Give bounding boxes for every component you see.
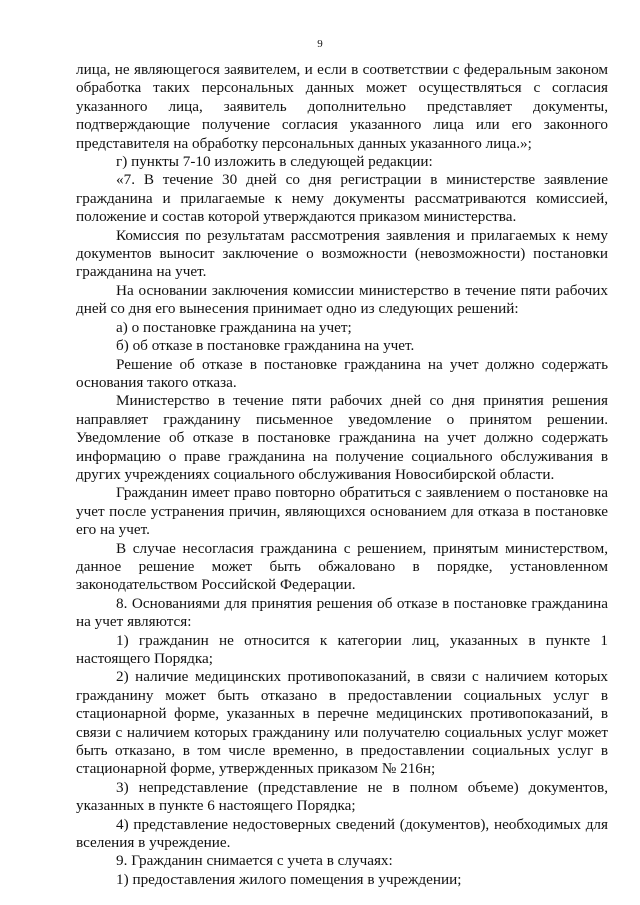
paragraph: Гражданин имеет право повторно обратиться с заявлением о постановке на учет после устранения причин, являющихся основанием для отказа в постановке его на учет. (76, 484, 608, 539)
paragraph: 9. Гражданин снимается с учета в случаях: (116, 852, 393, 870)
paragraph: На основании заключения комиссии министерство в течение пяти рабочих дней со дня его вынесения принимает одно из следующих решений: (76, 281, 608, 318)
document-body (76, 61, 608, 889)
paragraph: 3) непредставление (представление не в полном объеме) документов, указанных в пункте 6 настоящего Порядка; (76, 778, 608, 815)
paragraph: 8. Основаниями для принятия решения об отказе в постановке гражданина на учет являются: (76, 594, 608, 631)
paragraph: В случае несогласия гражданина с решением, принятым министерством, данное решение может быть обжаловано в порядке, установленном законодательством Российской Федерации. (76, 539, 608, 594)
paragraph: 2) наличие медицинских противопоказаний, в связи с наличием которых гражданину может быть отказано в предоставлении социальных услуг в стационарной форме, указанных в перечне медицинских противопоказаний, в связи с наличием которых гражданину или получателю социальных услуг может быть отказано, в том числе временно, в предоставлении социальных услуг в стационарной форме, утвержденных приказом № 216н; (76, 668, 608, 778)
paragraph: лица, не являющегося заявителем, и если в соответствии с федеральным законом обработка таких персональных данных может осуществляться с согласия указанного лица, заявитель дополнительно представляет документы, подтверждающие получение согласия указанного лица или его законного представителя на обработку персональных данных указанного лица.»; (76, 61, 608, 152)
paragraph: б) об отказе в постановке гражданина на учет. (116, 337, 415, 355)
paragraph: а) о постановке гражданина на учет; (116, 318, 352, 336)
paragraph: 4) представление недостоверных сведений (документов), необходимых для вселения в учреждение. (76, 815, 608, 852)
page-number: 9 (317, 38, 323, 50)
paragraph: Решение об отказе в постановке гражданина на учет должно содержать основания такого отказа. (76, 355, 608, 391)
paragraph: Комиссия по результатам рассмотрения заявления и прилагаемых к нему документов выносит заключение о возможности (невозможности) постановки гражданина на учет. (76, 226, 608, 281)
paragraph: «7. В течение 30 дней со дня регистрации в министерстве заявление гражданина и прилагаемые к нему документы рассматриваются комиссией, положение и состав которой утверждаются приказом министерства. (76, 171, 608, 226)
paragraph: Министерство в течение пяти рабочих дней со дня принятия решения направляет гражданину письменное уведомление о принятом решении. Уведомление об отказе в постановке гражданина на учет должно содержать информацию о праве гражданина на получение социального обслуживания в других учреждениях социального обслуживания Новосибирской области. (76, 392, 608, 483)
paragraph: 1) гражданин не относится к категории лиц, указанных в пункте 1 настоящего Порядка; (76, 631, 608, 667)
paragraph: 1) предоставления жилого помещения в учреждении; (116, 870, 462, 888)
paragraph: г) пункты 7-10 изложить в следующей редакции: (116, 153, 433, 171)
